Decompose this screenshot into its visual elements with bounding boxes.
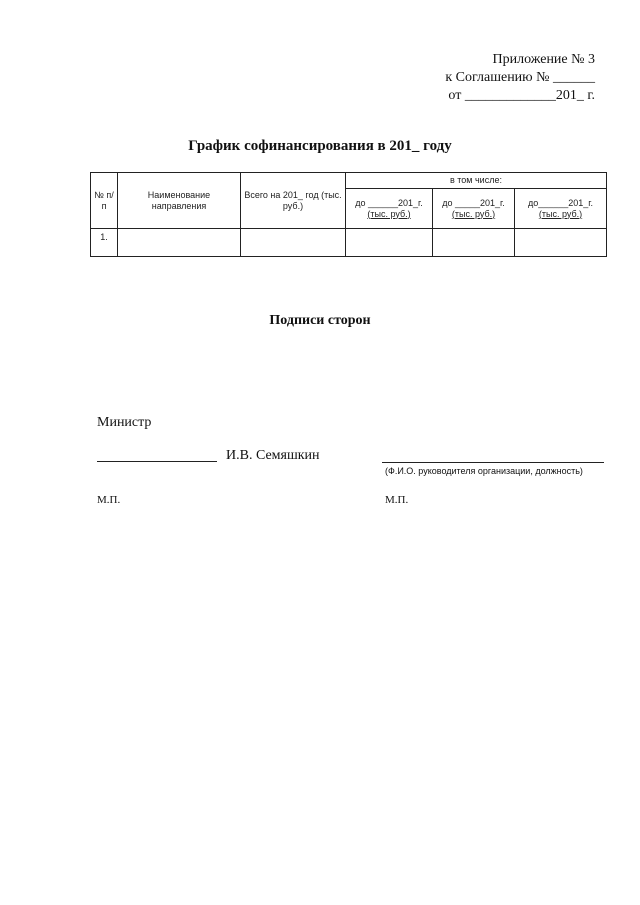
agreement-date: от _____________201_ г. [448, 88, 595, 103]
minister-signature-line [97, 461, 217, 462]
col-header-num: № п/п [91, 173, 118, 229]
sub-col-1-unit: (тыс. руб.) [367, 208, 411, 219]
sub-col-2-period: до _____201_г. [442, 197, 505, 208]
minister-label: Министр [97, 415, 152, 430]
stamp-right: М.П. [385, 494, 409, 506]
org-signature-line [382, 462, 604, 463]
sub-col-3-unit: (тыс. руб.) [538, 208, 583, 219]
sub-col-3-period: до______201_г. [528, 197, 593, 208]
appendix-label: Приложение № 3 [492, 52, 595, 67]
agreement-label: к Соглашению № ______ [445, 70, 595, 85]
page-title: График софинансирования в 201_ году [188, 138, 452, 154]
sub-col-1 [346, 189, 433, 229]
table-row [91, 229, 607, 257]
sub-col-2-unit: (тыс. руб.) [451, 208, 496, 219]
col-header-including: в том числе: [346, 173, 607, 189]
row-c1 [346, 229, 433, 257]
row-total [241, 229, 346, 257]
org-signature-caption: (Ф.И.О. руководителя организации, должность) [385, 466, 583, 476]
sub-col-3 [515, 189, 607, 229]
row-c3 [515, 229, 607, 257]
row-c2 [433, 229, 515, 257]
row-name [118, 229, 241, 257]
row-num: 1. [91, 229, 118, 257]
col-header-name: Наименование направления [118, 173, 241, 229]
col-header-total: Всего на 201_ год (тыс. руб.) [241, 173, 346, 229]
minister-name: И.В. Семяшкин [226, 448, 320, 463]
cofinancing-table [90, 172, 607, 257]
sub-col-2 [433, 189, 515, 229]
sub-col-1-period: до ______201_г. [355, 197, 423, 208]
stamp-left: М.П. [97, 494, 121, 506]
signatures-title: Подписи сторон [269, 313, 371, 328]
